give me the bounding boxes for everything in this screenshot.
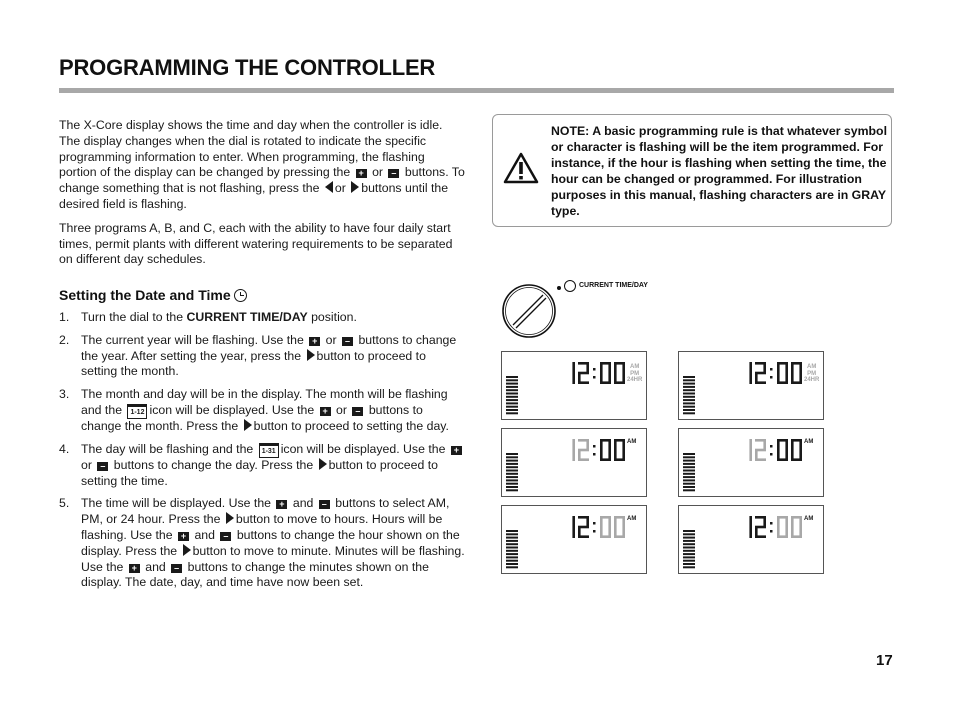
step-number: 1.	[59, 309, 70, 324]
minus-button-icon: –	[319, 500, 330, 509]
step-text: button to proceed to setting the day.	[253, 418, 449, 433]
plus-button-icon: +	[320, 407, 331, 416]
step-number: 3.	[59, 387, 70, 402]
warning-icon	[503, 152, 539, 184]
station-bars-icon	[506, 530, 520, 570]
station-bars-icon	[506, 376, 520, 416]
intro-paragraph-1	[59, 118, 465, 213]
steps-list	[59, 310, 465, 591]
dial-label: CURRENT TIME/DAY	[579, 282, 648, 289]
lcd-display	[501, 428, 647, 497]
station-bars-icon	[683, 453, 697, 493]
step-text: buttons to change the day. Press the	[113, 457, 314, 472]
step-text: buttons to change the hour shown on the display. Press the	[81, 527, 460, 558]
minus-button-icon: –	[388, 169, 399, 178]
plus-button-icon: +	[451, 446, 462, 455]
plus-button-icon: +	[129, 564, 140, 573]
step-text: buttons to change the month. Press the	[81, 402, 423, 433]
section-heading	[59, 288, 465, 304]
step-text: buttons to change the minutes shown on the display. The date, day, and time have now been set.	[81, 559, 429, 590]
dial-position-dot	[557, 286, 561, 290]
minus-button-icon: –	[342, 337, 353, 346]
time-readout	[562, 509, 628, 541]
intro-text: The X-Core display shows the time and day when the controller is idle. The display changes when the dial is rotated to indicate the specific programming information to enter. When programming, the flashing portion of the display can be changed by pressing the	[59, 118, 443, 180]
lcd-display	[678, 351, 824, 420]
step-text: buttons to select AM, PM, or 24 hour. Press the	[81, 496, 450, 527]
ampm-label: AM	[627, 439, 637, 445]
calendar-month-icon: 1-12	[127, 404, 147, 419]
ampm-label: AM	[807, 364, 817, 370]
step-number: 5.	[59, 496, 70, 511]
section-heading-text: Setting the Date and Time	[59, 287, 231, 304]
right-arrow-icon	[307, 349, 315, 361]
right-arrow-icon	[183, 544, 191, 556]
step-text: button to move to hours. Hours will be flashing. Use the	[81, 512, 443, 542]
time-readout	[562, 432, 628, 464]
calendar-day-icon: 1-31	[259, 443, 279, 458]
time-readout	[739, 355, 805, 387]
minus-button-icon: –	[171, 564, 182, 573]
minus-button-icon: –	[97, 462, 108, 471]
clock-icon	[234, 289, 247, 302]
plus-button-icon: +	[356, 169, 367, 178]
ampm-indicator	[804, 364, 819, 384]
step-item	[59, 496, 465, 591]
ampm-label: AM	[804, 439, 814, 445]
note-box	[492, 114, 892, 227]
step-text: or	[336, 402, 347, 417]
right-arrow-icon	[319, 458, 327, 470]
step-text: buttons to change the year. After setting the year, press the	[81, 332, 457, 363]
clock-icon	[564, 280, 576, 292]
ampm-indicator	[627, 439, 636, 446]
dial-illustration	[501, 283, 557, 339]
minus-button-icon: –	[352, 407, 363, 416]
lcd-display	[501, 351, 647, 420]
step-item	[59, 310, 465, 326]
left-arrow-icon	[325, 181, 333, 193]
right-arrow-icon	[351, 181, 359, 193]
step-text: Turn the dial to the	[81, 309, 184, 324]
intro-text: buttons until the desired field is flashing.	[59, 181, 449, 211]
station-bars-icon	[683, 376, 697, 416]
step-text: and	[194, 527, 215, 542]
time-readout	[739, 432, 805, 464]
ampm-label: AM	[630, 364, 640, 370]
step-text: or	[325, 332, 337, 347]
right-arrow-icon	[226, 512, 234, 524]
ampm-label: PM	[807, 370, 817, 377]
page-title: PROGRAMMING THE CONTROLLER	[59, 55, 436, 80]
note-text	[551, 123, 887, 219]
title-rule	[59, 88, 894, 93]
step-text: The month and day will be in the display. The month will be flashing and the	[81, 387, 448, 417]
ampm-label: AM	[627, 516, 637, 522]
station-bars-icon	[506, 453, 520, 493]
ampm-label: PM	[630, 370, 640, 377]
step-text: icon will be displayed. Use the	[149, 402, 315, 417]
time-readout	[562, 355, 628, 387]
intro-text: or	[334, 181, 346, 196]
ampm-label: 24HR	[627, 377, 643, 383]
plus-button-icon: +	[178, 532, 189, 541]
step-number: 4.	[59, 441, 70, 456]
step-text: The time will be displayed. Use the	[81, 496, 272, 511]
minus-button-icon: –	[220, 532, 231, 541]
step-text: icon will be displayed. Use the	[280, 441, 446, 456]
lcd-display	[678, 505, 824, 574]
step-text: and	[292, 496, 314, 511]
note-label: NOTE:	[551, 124, 590, 138]
ampm-indicator	[804, 439, 813, 446]
lcd-display	[678, 428, 824, 497]
step-text: or	[81, 457, 92, 472]
step-text: and	[145, 559, 166, 574]
ampm-indicator	[627, 364, 642, 384]
step-item	[59, 387, 465, 435]
right-arrow-icon	[244, 419, 252, 431]
step-text: button to proceed to setting the month.	[81, 348, 426, 379]
step-text: button to move to minute. Minutes will be flashing. Use the	[81, 543, 465, 574]
note-body: A basic programming rule is that whatever symbol or character is flashing will be the item programmed. For instance, if the hour is flashing when setting the time, the hour can be changed or programmed. For illustration purposes in this manual, flashing characters are in GRAY type.	[551, 124, 887, 218]
step-text: position.	[311, 309, 357, 324]
intro-text: buttons. To change something that is not flashing, press the	[59, 165, 465, 196]
step-text: The day will be flashing and the	[81, 441, 254, 456]
left-column	[59, 118, 465, 598]
lcd-display	[501, 505, 647, 574]
step-item	[59, 333, 465, 380]
ampm-label: AM	[804, 516, 814, 522]
plus-button-icon: +	[276, 500, 287, 509]
step-number: 2.	[59, 332, 70, 347]
step-text: The current year will be flashing. Use the	[81, 332, 304, 347]
intro-paragraph-2: Three programs A, B, and C, each with the ability to have four daily start times, permit plants with different watering requirements to be separated on different day schedules.	[59, 220, 453, 267]
ampm-indicator	[627, 516, 636, 523]
ampm-indicator	[804, 516, 813, 523]
ampm-label: 24HR	[804, 377, 820, 383]
page-number: 17	[876, 652, 893, 669]
step-item	[59, 442, 465, 490]
station-bars-icon	[683, 530, 697, 570]
plus-button-icon: +	[309, 337, 320, 346]
step-text: button to proceed to setting the time.	[81, 457, 438, 488]
intro-text: or	[372, 165, 384, 180]
time-readout	[739, 509, 805, 541]
step-text-bold: CURRENT TIME/DAY	[186, 309, 308, 324]
